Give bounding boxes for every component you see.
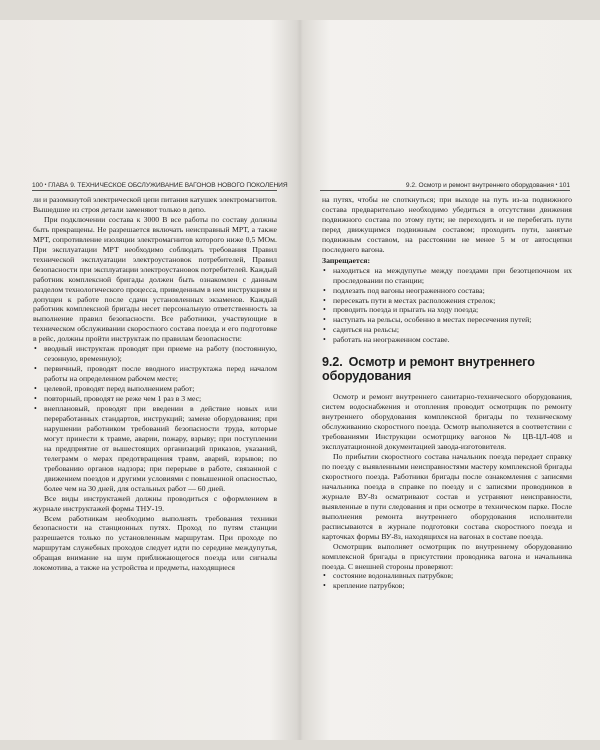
bullet-icon: • bbox=[323, 285, 326, 295]
bullet-icon: • bbox=[323, 305, 326, 315]
book-spread bbox=[0, 20, 600, 740]
bullet-icon: • bbox=[323, 571, 326, 581]
forbidden-label: Запрещается: bbox=[322, 255, 371, 265]
header-bullet: • bbox=[555, 182, 558, 188]
list-item: • пересекать пути в местах расположения стрелок; bbox=[323, 295, 496, 305]
bullet-icon: • bbox=[323, 315, 326, 325]
list-item: • первичный, проводят после вводного инструктажа перед началом работы на определенном рабочем месте; bbox=[34, 364, 277, 384]
list-item: • крепление патрубков; bbox=[323, 581, 405, 591]
bullet-icon: • bbox=[323, 295, 326, 305]
paragraph: По прибытии скоростного состава начальник поезда передает справку по поезду с выявленными неисправностями мастеру комплексной бригады скоростного поезда. Работники бригады после ознакомления с записями начальника поезда в справке по поезду и с записями проводников в журнале ВУ-8з осматривают состав и устраняют неисправности, выявленные в пути следования и при осмотре в техническом парке. После выполнения ремонта внутреннего оборудования исполнители расписываются в журнале подготовки состава скоростного поезда и карточках формы ВУ-8з, находящихся на вагонах в составе поезда. bbox=[322, 452, 572, 541]
list-item: • состояние водоналивных патрубков; bbox=[323, 571, 454, 581]
running-header bbox=[320, 182, 570, 191]
forbidden-list bbox=[322, 266, 572, 346]
left-page bbox=[0, 20, 300, 740]
bullet-icon: • bbox=[34, 404, 37, 414]
list-item: • наступать на рельсы, особенно в местах пересечения путей; bbox=[323, 315, 532, 325]
right-body-text bbox=[322, 195, 572, 591]
section-heading bbox=[322, 355, 572, 383]
bullet-icon: • bbox=[323, 325, 326, 335]
paragraph: Все виды инструктажей должны проводиться с оформлением в журнале инструктажей формы ТНУ-19. bbox=[33, 493, 277, 513]
left-body-text bbox=[33, 195, 277, 573]
check-list bbox=[322, 571, 572, 591]
paragraph: ли и разомкнутой электрической цепи питания катушек электромагнитов. Вышедшие из строя детали заменяют только в депо. bbox=[33, 195, 277, 214]
bullet-icon: • bbox=[34, 384, 37, 394]
page-number: 101 bbox=[559, 182, 570, 189]
bullet-icon: • bbox=[34, 394, 37, 404]
paragraph: При подключении состава к 3000 В все работы по составу должны быть прекращены. Не разрешается включать неисправный МРТ, а также МРТ, сопротивление изоляции электромагнитов которого ниже 0,5 МОм. При эксплуатации МРТ необходимо соблюдать требования Правил технической эксплуатации электроустановок потребителей, Правил безопасности при эксплуатации электроустановок потребителей. Каждый работник комплексной бригады должен быть ознакомлен с данным разделом технологического процесса, приведенным в нем инструкциям и допущен к работе после сдачи установленных экзаменов. Каждый работник комплексной бригады несет персональную ответственность за выполнение правил безопасности. Все работники, участвующие в техническом обслуживании скоростного состава поезда и его подготовке в рейс, должны пройти инструктаж по правилам безопасности: bbox=[33, 214, 277, 344]
bullet-icon: • bbox=[323, 265, 326, 275]
list-item: • подлезать под вагоны неограженного состава; bbox=[323, 285, 485, 295]
header-bullet: • bbox=[44, 182, 47, 188]
chapter-title: ГЛАВА 9. ТЕХНИЧЕСКОЕ ОБСЛУЖИВАНИЕ ВАГОНОВ НОВОГО ПОКОЛЕНИЯ bbox=[48, 182, 288, 189]
list-item: • целевой, проводят перед выполнением работ; bbox=[34, 384, 195, 394]
bullet-icon: • bbox=[34, 344, 37, 354]
paragraph: Осмотр и ремонт внутреннего санитарно-технического оборудования, систем водоснабжения и отопления проводит осмотрщик по ремонту внутреннего оборудования комплексной бригады по техническому обслуживанию скоростного поезда. Осмотр выполняется в соответствии с требованиями Инструкции осмотрщику вагонов № ЦВ-ЦЛ-408 и эксплуатационной документацией завода-изготовителя. bbox=[322, 392, 572, 452]
list-item: • повторный, проводят не реже чем 1 раз в 3 мес; bbox=[34, 394, 202, 404]
bullet-icon: • bbox=[34, 364, 37, 374]
list-item: • находиться на междупутье между поездами при безотцепочном их проследовании по станции; bbox=[323, 265, 572, 285]
bullet-icon: • bbox=[323, 581, 326, 591]
bullet-icon: • bbox=[323, 335, 326, 345]
section-header-title: 9.2. Осмотр и ремонт внутреннего оборудования bbox=[405, 182, 554, 189]
paragraph: на путях, чтобы не споткнуться; при выходе на путь из-за подвижного состава предварительно необходимо убедиться в отсутствии движения подвижного состава по этому пути; не переходить и не перебегать пути перед движущимся подвижным составом; проходить пути, занятые подвижным составом, на расстоянии не менее 5 м от автосцепки последнего вагона. bbox=[322, 195, 572, 254]
list-item: • проводить поезда и прыгать на ходу поезда; bbox=[323, 305, 479, 315]
right-page bbox=[300, 20, 600, 740]
paragraph: Всем работникам необходимо выполнять требования техники безопасности на станционных путях. Проход по путям станции разрешается только по установленным маршрутам. При проходе по маршрутам служебных проходов следует идти по середине междупутья, обращая внимание на шум приближающегося поезда или сигналы локомотива, а также на устройства и предметы, находящиеся bbox=[33, 513, 277, 573]
list-item: • работать на неограженном составе. bbox=[323, 335, 450, 345]
list-item: • садиться на рельсы; bbox=[323, 325, 399, 335]
list-item: • вводный инструктаж проводят при приеме на работу (постоянную, сезонную, временную); bbox=[34, 344, 277, 364]
list-item: • внеплановый, проводят при введении в действие новых или переработанных стандартов, инструкций; замене оборудования; при нарушении работником требований безопасности труда, которые могут принести к травме, аварии, пожару, взрыву; при поступлении на предприятие от вышестоящих организаций приказов, указаний, телеграмм о мерах предотвращения травм, аварий, взрывов; по требованию органов надзора; при перерыве в работе, связанной с движением поездов и другими условиями с повышенной опасностью, более чем на 30 дней, для остальных работ — 60 дней. bbox=[34, 404, 277, 493]
paragraph: Осмотрщик выполняет осмотрщик по внутреннему оборудованию комплексной бригады в присутствии проводника вагона и начальника поезда. С внешней стороны проверяют: bbox=[322, 541, 572, 571]
instruction-list bbox=[33, 344, 277, 493]
page-number: 100 bbox=[32, 182, 43, 189]
running-header bbox=[32, 182, 288, 191]
section-number: 9.2. bbox=[322, 355, 343, 370]
section-title: Осмотр и ремонт внутреннего оборудования bbox=[322, 355, 535, 384]
